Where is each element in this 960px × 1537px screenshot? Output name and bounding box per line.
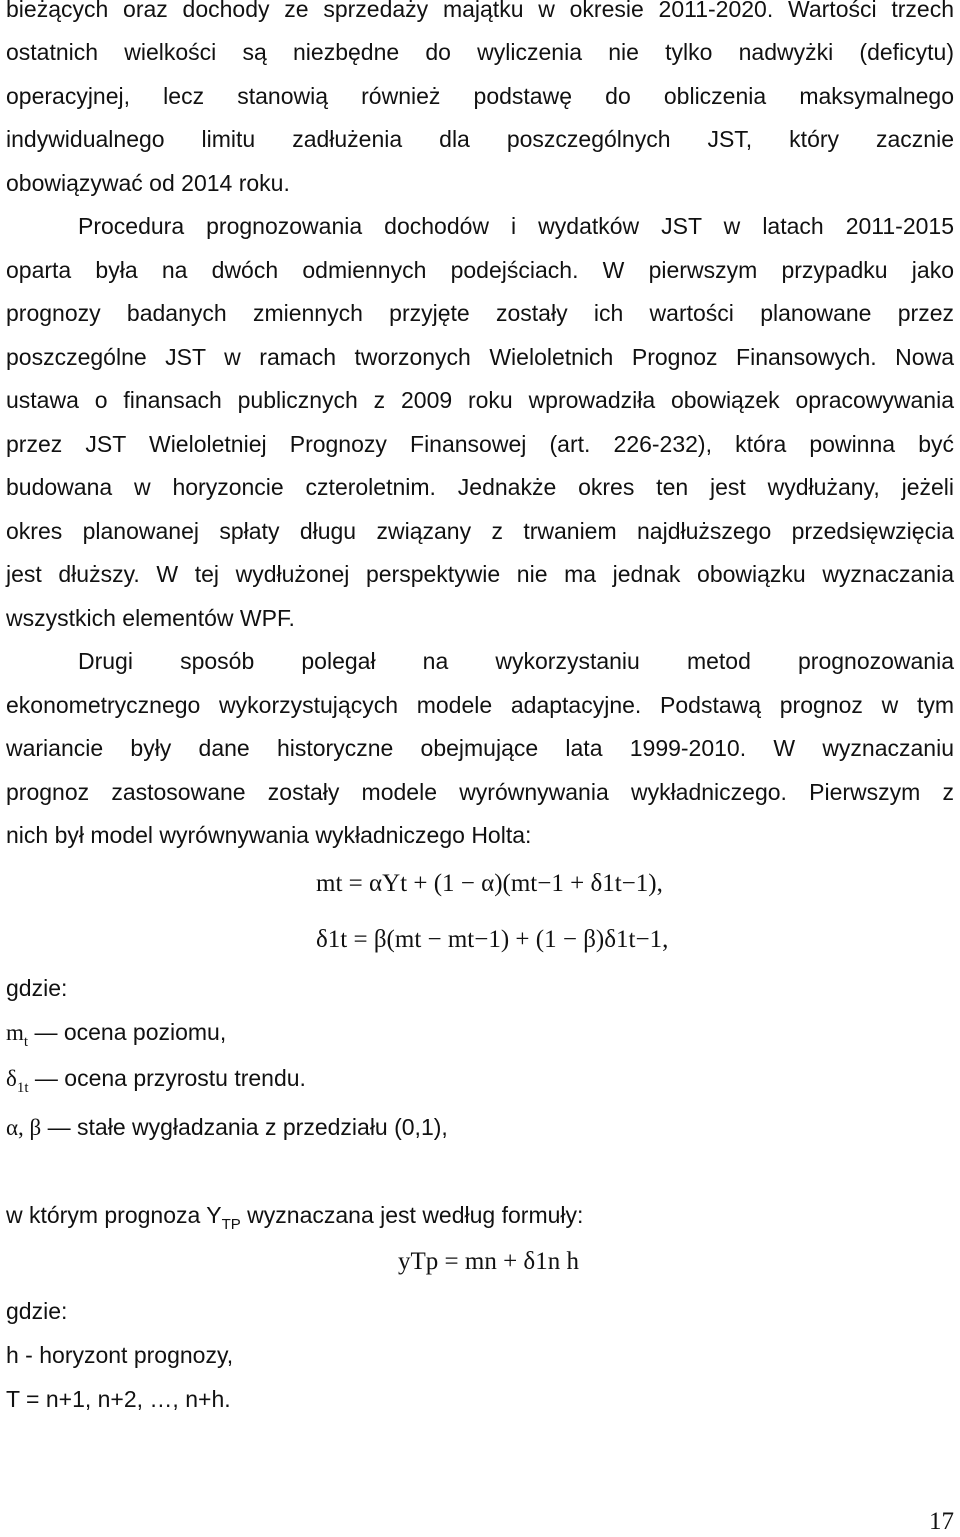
definition-delta-text: ocena przyrostu trendu.	[64, 1065, 306, 1091]
where-label: gdzie:	[6, 975, 68, 1001]
definition-T: T = n+1, n+2, …, n+h.	[6, 1386, 231, 1412]
forecast-intro-prefix: w którym prognoza Y	[6, 1202, 222, 1228]
paragraph-line: Drugi sposób polegał na wykorzystaniu metod prognozowania	[78, 648, 954, 674]
paragraph-line: bieżących oraz dochody ze sprzedaży majątku w okresie 2011-2020. Wartości trzech	[6, 0, 954, 22]
definition-m-t: $m_t$ — ocena poziomu,	[6, 1019, 227, 1050]
paragraph-line: okres planowanej spłaty długu związany z trwaniem najdłuższego przedsięwzięcia	[6, 518, 954, 544]
paragraph-line: ostatnich wielkości są niezbędne do wyliczenia nie tylko nadwyżki (deficytu)	[6, 39, 954, 65]
paragraph-line: ekonometrycznego wykorzystujących modele adaptacyjne. Podstawą prognoz w tym	[6, 692, 954, 718]
forecast-intro	[6, 1200, 954, 1240]
symbol-m-t: $m_t$	[6, 1020, 29, 1050]
paragraph-line: oparta była na dwóch odmiennych podejściach. W pierwszym przypadku jako	[6, 257, 954, 283]
equation-trend: δ1t = β(mt − mt−1) + (1 − β)δ1t−1,	[316, 926, 669, 953]
paragraph-line: wszystkich elementów WPF.	[6, 605, 295, 631]
symbol-alpha-beta: α, β	[6, 1115, 42, 1140]
definition-delta: $\delta_{1t}$ — ocena przyrostu trendu.	[6, 1065, 306, 1096]
paragraph-line: nich był model wyrównywania wykładniczego Holta:	[6, 822, 532, 848]
paragraph-line: ustawa o finansach publicznych z 2009 roku wprowadziła obowiązek opracowywania	[6, 387, 954, 413]
equation-forecast: yTp = mn + δ1n h	[398, 1248, 579, 1275]
paragraph-line: obowiązywać od 2014 roku.	[6, 170, 290, 196]
symbol-delta-1t: $\delta_{1t}$	[6, 1066, 29, 1096]
forecast-intro-sub: TP	[221, 1216, 241, 1233]
paragraph-line: prognozy badanych zmiennych przyjęte zostały ich wartości planowane przez	[6, 300, 954, 326]
paragraph-line: prognoz zastosowane zostały modele wyrównywania wykładniczego. Pierwszym z	[6, 779, 954, 805]
equation-level: mt = αYt + (1 − α)(mt−1 + δ1t−1),	[316, 870, 663, 897]
definition-alpha-beta-text: stałe wygładzania z przedziału (0,1),	[77, 1114, 448, 1140]
definition-m-t-text: ocena poziomu,	[63, 1019, 227, 1045]
paragraph-line: jest dłuższy. W tej wydłużonej perspektywie nie ma jednak obowiązku wyznaczania	[6, 561, 954, 587]
forecast-intro-suffix: wyznaczana jest według formuły:	[240, 1202, 584, 1228]
paragraph-line: operacyjnej, lecz stanowią również podstawę do obliczenia maksymalnego	[6, 83, 954, 109]
paragraph-line: poszczególne JST w ramach tworzonych Wieloletnich Prognoz Finansowych. Nowa	[6, 344, 954, 370]
paragraph-line: wariancie były dane historyczne obejmujące lata 1999-2010. W wyznaczaniu	[6, 735, 954, 761]
paragraph-line: Procedura prognozowania dochodów i wydatków JST w latach 2011-2015	[78, 213, 954, 239]
paragraph-line: przez JST Wieloletniej Prognozy Finansowej (art. 226-232), która powinna być	[6, 431, 954, 457]
definition-alpha-beta: α, β — stałe wygładzania z przedziału (0,1),	[6, 1114, 448, 1140]
paragraph-line: indywidualnego limitu zadłużenia dla poszczególnych JST, który zacznie	[6, 126, 954, 152]
where-label-2: gdzie:	[6, 1298, 68, 1324]
definition-h: h - horyzont prognozy,	[6, 1342, 234, 1368]
page-number: 17	[929, 1508, 954, 1535]
paragraph-line: budowana w horyzoncie czteroletnim. Jednakże okres ten jest wydłużany, jeżeli	[6, 474, 954, 500]
